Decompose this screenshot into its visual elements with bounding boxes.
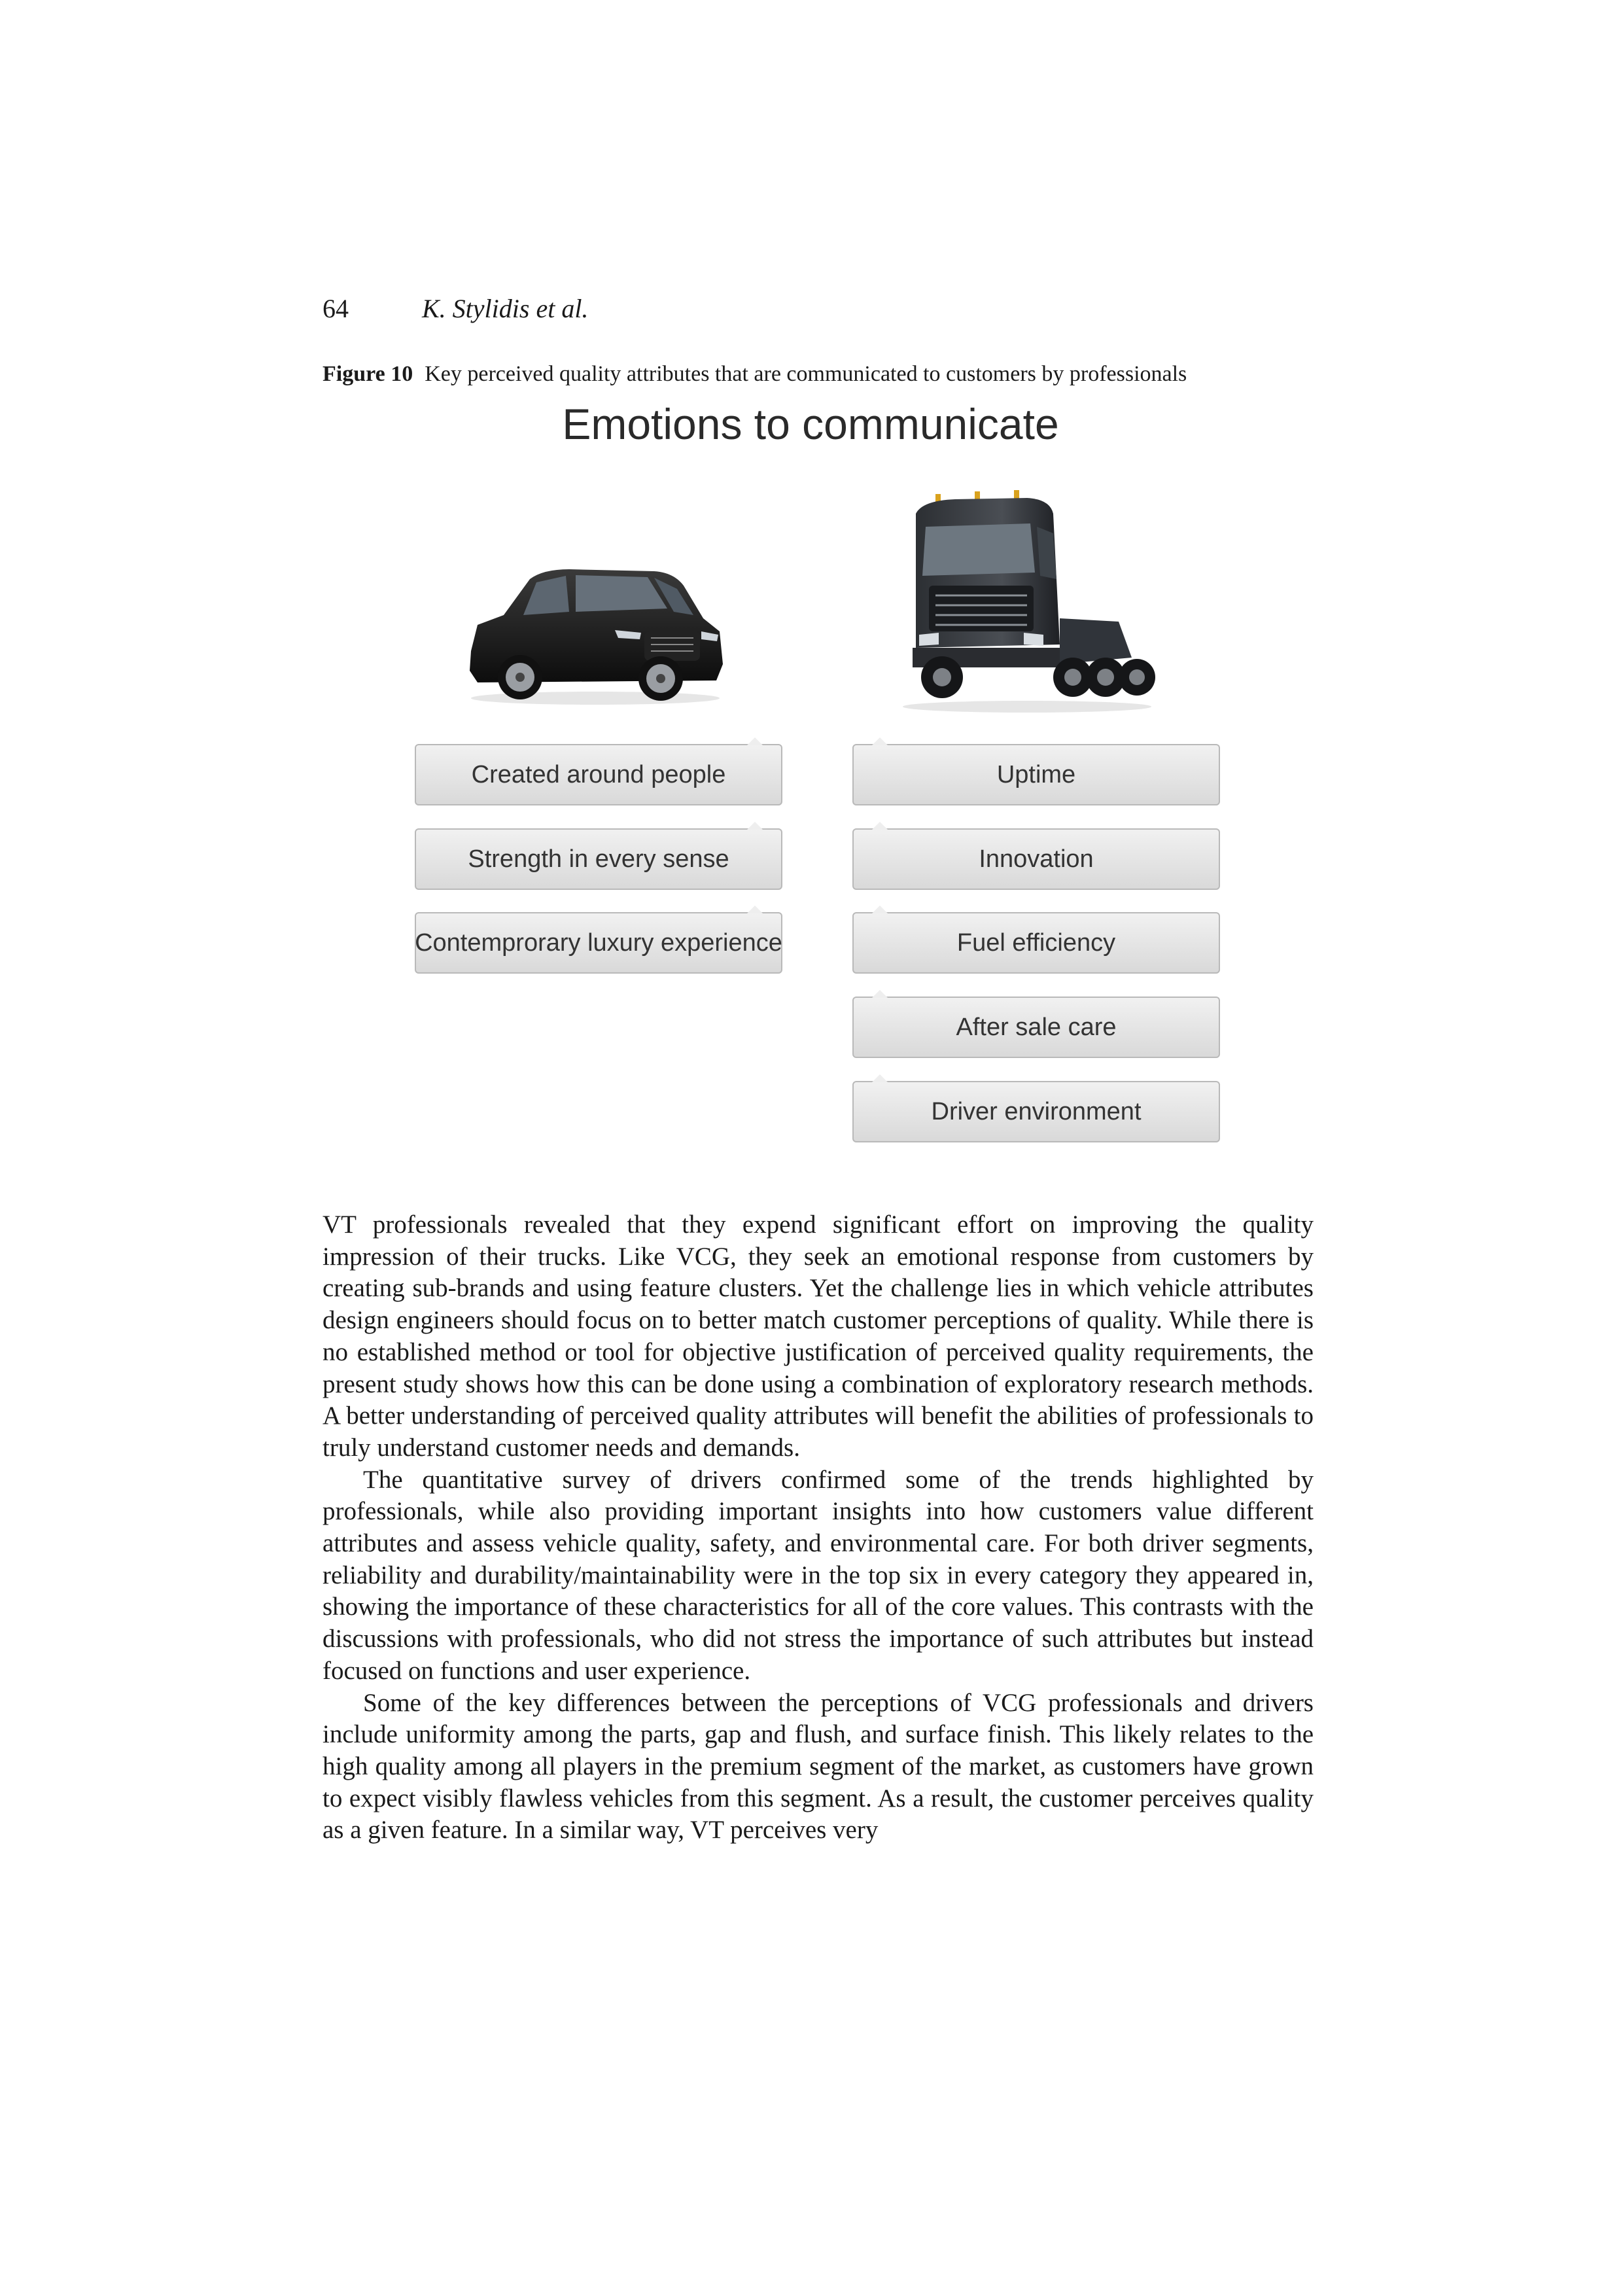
figure-label: Figure 10 (323, 362, 413, 386)
tag-uptime: Uptime (852, 744, 1220, 805)
tag-strength-in-every-sense: Strength in every sense (415, 828, 782, 890)
tag-after-sale-care: After sale care (852, 997, 1220, 1058)
tag-driver-environment: Driver environment (852, 1081, 1220, 1142)
page-number: 64 (323, 294, 349, 323)
tag-fuel-efficiency: Fuel efficiency (852, 912, 1220, 974)
running-authors: K. Stylidis et al. (422, 294, 589, 323)
tag-contemporary-luxury-experience: Contemprorary luxury experience (415, 912, 782, 974)
suv-car-image (458, 553, 733, 707)
tag-innovation: Innovation (852, 828, 1220, 890)
figure-caption (323, 362, 1187, 387)
paragraph: The quantitative survey of drivers confirmed some of the trends highlighted by professionals, while also providing important insights into how customers value different attributes and assess vehicle quality, safety, and environmental care. For both driver segments, reliability and durability/maintainability were in the top six in every category they appeared in, showing the importance of these characteristics for all of the core values. This contrasts with the discussions with professionals, who did not stress the importance of such attributes but instead focused on functions and user experience. (323, 1465, 1314, 1685)
paragraph: Some of the key differences between the perceptions of VCG professionals and drivers include uniformity among the parts, gap and flush, and surface finish. This likely relates to the high quality among all players in the premium segment of the market, as customers have grown to expect visibly flawless vehicles from this segment. As a result, the customer perceives quality as a given feature. In a similar way, VT perceives very (323, 1688, 1314, 1845)
tag-created-around-people: Created around people (415, 744, 782, 805)
body-text (323, 1209, 1314, 1846)
figure-caption-text: Key perceived quality attributes that are communicated to customers by professionals (425, 362, 1187, 386)
figure-title: Emotions to communicate (562, 400, 1059, 448)
truck-image (896, 487, 1158, 713)
paragraph: VT professionals revealed that they expend significant effort on improving the quality impression of their trucks. Like VCG, they seek an emotional response from customers by creating sub-brands and using feature clusters. Yet the challenge lies in which vehicle attributes design engineers should focus on to better match customer perceptions of quality. While there is no established method or tool for objective justification of perceived quality requirements, the present study shows how this can be done using a combination of exploratory research methods. A better understanding of perceived quality attributes will benefit the abilities of professionals to truly understand customer needs and demands. (323, 1210, 1314, 1462)
